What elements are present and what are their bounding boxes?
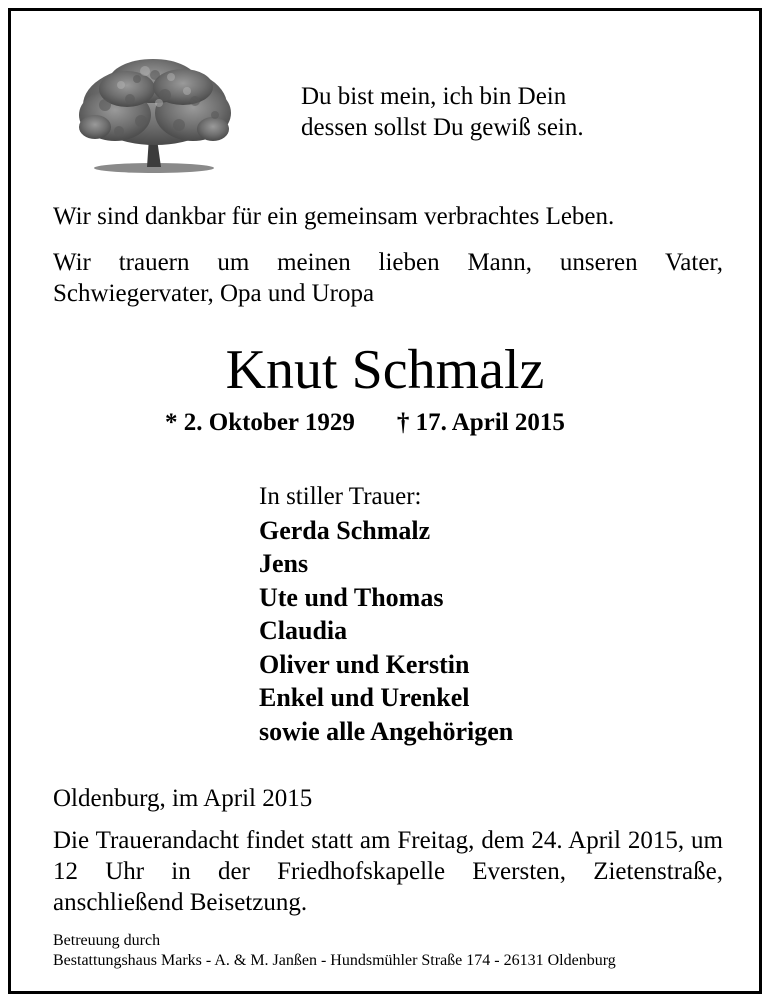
credit-line-1: Betreuung durch: [53, 932, 161, 949]
mourner-name: Enkel und Urenkel: [259, 683, 470, 712]
tree-image: [75, 55, 233, 175]
obituary-notice: [8, 8, 762, 994]
funeral-home-credit: [53, 931, 616, 971]
mourners-intro: In stiller Trauer:: [259, 483, 422, 510]
mourners-list: [259, 480, 513, 748]
verse-line-2: dessen sollst Du gewiß sein.: [301, 114, 584, 141]
mourner-name: Jens: [259, 549, 309, 578]
gratitude-text: Wir sind dankbar für ein gemeinsam verbrachtes Leben.: [53, 203, 615, 230]
verse: [301, 81, 584, 143]
birth-date: * 2. Oktober 1929: [165, 409, 355, 436]
deceased-name: Knut Schmalz: [225, 339, 545, 401]
mourner-name: Ute und Thomas: [259, 582, 444, 612]
mourner-name: sowie alle Angehörigen: [259, 716, 514, 746]
mourner-name: Claudia: [259, 616, 348, 645]
place-date: Oldenburg, im April 2015: [53, 785, 313, 812]
mourning-text: Wir trauern um meinen lieben Mann, unseren Vater, Schwiegervater, Opa und Uropa: [53, 249, 723, 307]
life-dates: [165, 409, 565, 437]
mourner-name: Gerda Schmalz: [259, 515, 431, 545]
mourner-name: Oliver und Kerstin: [259, 649, 470, 679]
death-date: † 17. April 2015: [396, 409, 565, 436]
service-details: Die Trauerandacht findet statt am Freitag, dem 24. April 2015, um 12 Uhr in der Friedhofskapelle Eversten, Zietenstraße, anschließend Beisetzung.: [53, 827, 723, 916]
credit-line-2: Bestattungshaus Marks - A. & M. Janßen - Hundsmühler Straße 174 - 26131 Oldenburg: [53, 952, 616, 969]
verse-line-1: Du bist mein, ich bin Dein: [301, 83, 567, 110]
